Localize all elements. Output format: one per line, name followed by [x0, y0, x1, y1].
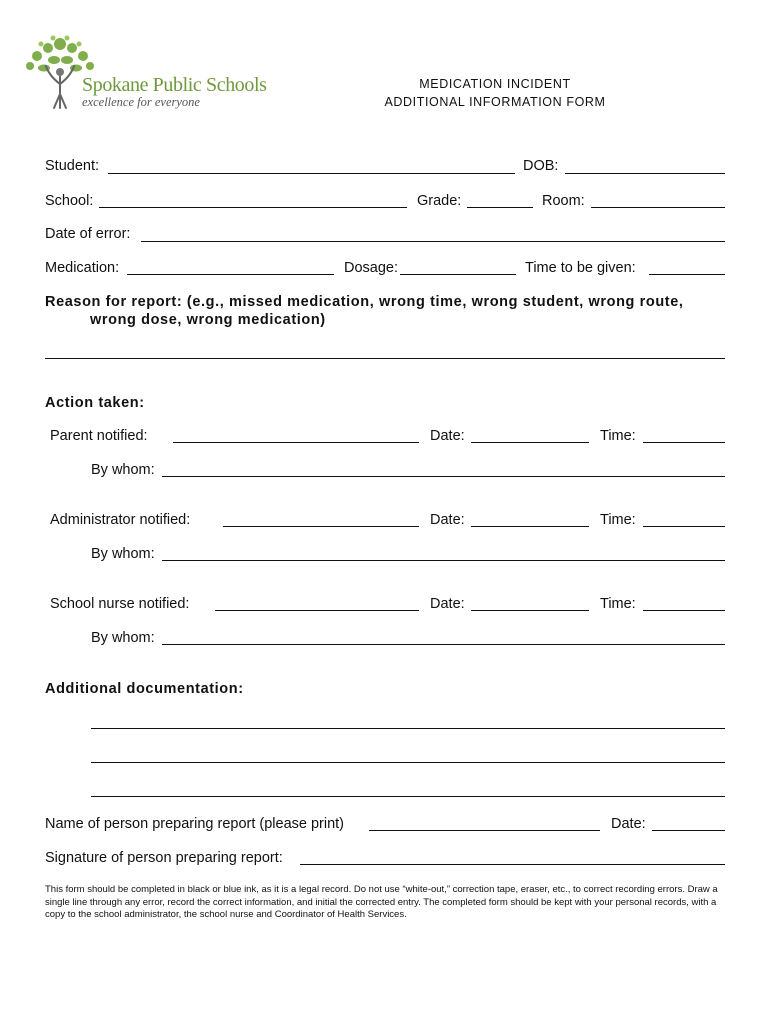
- footer-note: This form should be completed in black or blue ink, as it is a legal record. Do not use “white-out,” correction tape, eraser, etc., to correct recording errors. Draw a single line through any error, record the correct information, and initial the corrected entry. The completed form should be kept with your personal records, with a copy to the school administrator, the school nurse and Coordinator of Health Services.: [45, 884, 718, 920]
- dosage-label: Dosage:: [344, 260, 399, 276]
- medication-label: Medication:: [45, 260, 120, 276]
- parent-notified-field[interactable]: [173, 442, 419, 443]
- room-label: Room:: [542, 193, 585, 209]
- form-title: [330, 75, 660, 111]
- grade-label: Grade:: [417, 193, 462, 209]
- form-title-line2: ADDITIONAL INFORMATION FORM: [384, 95, 606, 109]
- reason-heading: [45, 293, 684, 329]
- school-nurse-by-whom-field[interactable]: [162, 644, 725, 645]
- administrator-notified-label: Administrator notified:: [50, 512, 191, 528]
- parent-time-label: Time:: [600, 428, 636, 444]
- date-of-error-field[interactable]: [141, 241, 725, 242]
- administrator-by-whom-field[interactable]: [162, 560, 725, 561]
- administrator-notified-field[interactable]: [223, 526, 419, 527]
- logo-name: Spokane Public Schools: [82, 74, 267, 96]
- signature-field[interactable]: [300, 864, 725, 865]
- administrator-time-label: Time:: [600, 512, 636, 528]
- logo-tagline: excellence for everyone: [82, 95, 200, 109]
- administrator-date-label: Date:: [430, 512, 465, 528]
- school-nurse-date-field[interactable]: [471, 610, 589, 611]
- parent-date-field[interactable]: [471, 442, 589, 443]
- dob-field[interactable]: [565, 173, 725, 174]
- administrator-date-field[interactable]: [471, 526, 589, 527]
- parent-date-label: Date:: [430, 428, 465, 444]
- parent-notified-label: Parent notified:: [50, 428, 148, 444]
- additional-heading: Additional documentation:: [45, 681, 244, 697]
- date-of-error-label: Date of error:: [45, 226, 131, 242]
- school-field[interactable]: [99, 207, 407, 208]
- school-nurse-notified-field[interactable]: [215, 610, 419, 611]
- preparer-date-field[interactable]: [652, 830, 725, 831]
- signature-label: Signature of person preparing report:: [45, 850, 283, 866]
- school-nurse-notified-label: School nurse notified:: [50, 596, 190, 612]
- room-field[interactable]: [591, 207, 725, 208]
- additional-line-3[interactable]: [91, 796, 725, 797]
- action-heading: Action taken:: [45, 395, 145, 411]
- student-field[interactable]: [108, 173, 515, 174]
- school-nurse-time-field[interactable]: [643, 610, 725, 611]
- grade-field[interactable]: [467, 207, 533, 208]
- student-label: Student:: [45, 158, 100, 174]
- additional-line-1[interactable]: [91, 728, 725, 729]
- time-to-be-given-field[interactable]: [649, 274, 725, 275]
- school-nurse-by-whom-label: By whom:: [91, 630, 155, 646]
- administrator-time-field[interactable]: [643, 526, 725, 527]
- time-to-be-given-label: Time to be given:: [525, 260, 636, 276]
- preparer-name-label: Name of person preparing report (please print): [45, 816, 345, 832]
- school-nurse-date-label: Date:: [430, 596, 465, 612]
- parent-by-whom-label: By whom:: [91, 462, 155, 478]
- preparer-date-label: Date:: [611, 816, 646, 832]
- reason-line1: Reason for report: (e.g., missed medication, wrong time, wrong student, wrong route,: [45, 294, 684, 310]
- form-title-line1: MEDICATION INCIDENT: [419, 77, 571, 91]
- additional-line-2[interactable]: [91, 762, 725, 763]
- parent-time-field[interactable]: [643, 442, 725, 443]
- school-label: School:: [45, 193, 94, 209]
- parent-by-whom-field[interactable]: [162, 476, 725, 477]
- administrator-by-whom-label: By whom:: [91, 546, 155, 562]
- medication-field[interactable]: [127, 274, 334, 275]
- school-logo: [20, 32, 280, 112]
- reason-field[interactable]: [45, 358, 725, 359]
- reason-line2: wrong dose, wrong medication): [90, 312, 326, 328]
- dosage-field[interactable]: [400, 274, 516, 275]
- preparer-name-field[interactable]: [369, 830, 600, 831]
- school-nurse-time-label: Time:: [600, 596, 636, 612]
- dob-label: DOB:: [523, 158, 559, 174]
